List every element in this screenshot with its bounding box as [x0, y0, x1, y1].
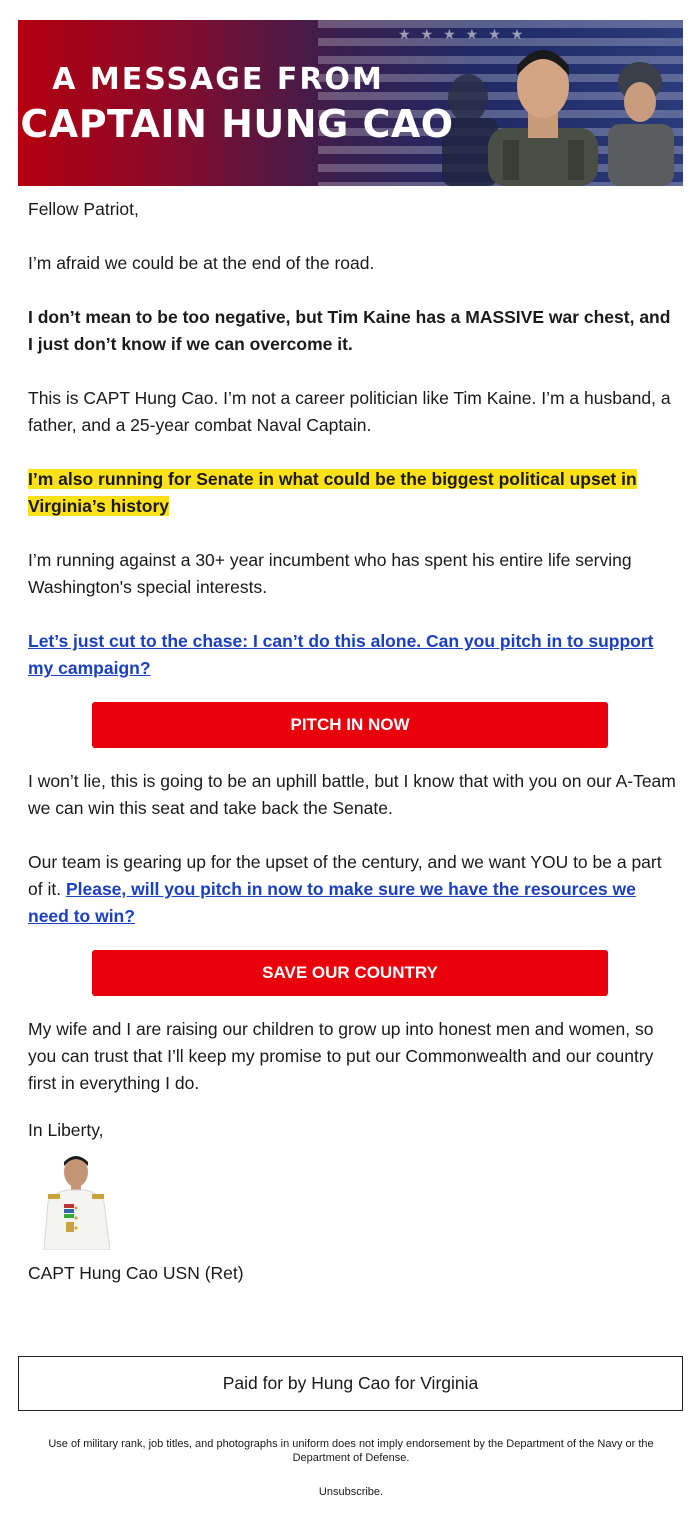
- support-campaign-link[interactable]: Let’s just cut to the chase: I can’t do this alone. Can you pitch in to support my campaign?: [28, 631, 654, 678]
- greeting: Fellow Patriot,: [28, 199, 139, 219]
- pitch-in-now-button[interactable]: PITCH IN NOW: [92, 702, 608, 748]
- paragraph-about: This is CAPT Hung Cao. I’m not a career politician like Tim Kaine. I’m a husband, a father, and a 25-year combat Naval Captain.: [28, 388, 671, 435]
- banner-title-large: CAPTAIN HUNG CAO: [20, 102, 454, 146]
- paragraph-chase: [28, 628, 678, 682]
- signature-portrait-image: [38, 1152, 114, 1250]
- unsubscribe-link[interactable]: Unsubscribe.: [318, 1486, 384, 1498]
- header-banner: [18, 20, 683, 186]
- paragraph-senate: [28, 466, 678, 520]
- military-disclaimer: Use of military rank, job titles, and photographs in uniform does not imply endorsement by the Department of the Navy or the Department of Defense.: [48, 1438, 654, 1464]
- team-text: Our team is gearing up for the upset of the century, and we want YOU to be a part of it.: [28, 852, 662, 899]
- signature-name: CAPT Hung Cao USN (Ret): [28, 1263, 244, 1283]
- paragraph-uphill: I won’t lie, this is going to be an uphill battle, but I know that with you on our A-Team we can win this seat and take back the Senate.: [28, 771, 676, 818]
- paragraph-incumbent: I’m running against a 30+ year incumbent who has spent his entire life serving Washington's special interests.: [28, 550, 632, 597]
- paragraph-team: [28, 849, 678, 930]
- paid-for-box: Paid for by Hung Cao for Virginia: [18, 1356, 683, 1411]
- save-our-country-button[interactable]: SAVE OUR COUNTRY: [92, 950, 608, 996]
- flag-stars: ★★★★★★: [398, 26, 534, 42]
- pitch-in-link[interactable]: Please, will you pitch in now to make sure we have the resources we need to win?: [28, 879, 636, 926]
- paragraph-war-chest: I don’t mean to be too negative, but Tim Kaine has a MASSIVE war chest, and I just don’t know if we can overcome it.: [28, 307, 671, 354]
- highlighted-text: I’m also running for Senate in what could be the biggest political upset in Virginia’s history: [28, 469, 637, 516]
- banner-portrait-image: [428, 20, 683, 186]
- banner-title-small: A MESSAGE FROM: [52, 62, 384, 97]
- paragraph-intro: I’m afraid we could be at the end of the road.: [28, 253, 375, 273]
- paragraph-family: My wife and I are raising our children to grow up into honest men and women, so you can trust that I’ll keep my promise to put our Commonwealth and our country first in everything I do.: [28, 1019, 654, 1093]
- signoff: In Liberty,: [28, 1120, 104, 1140]
